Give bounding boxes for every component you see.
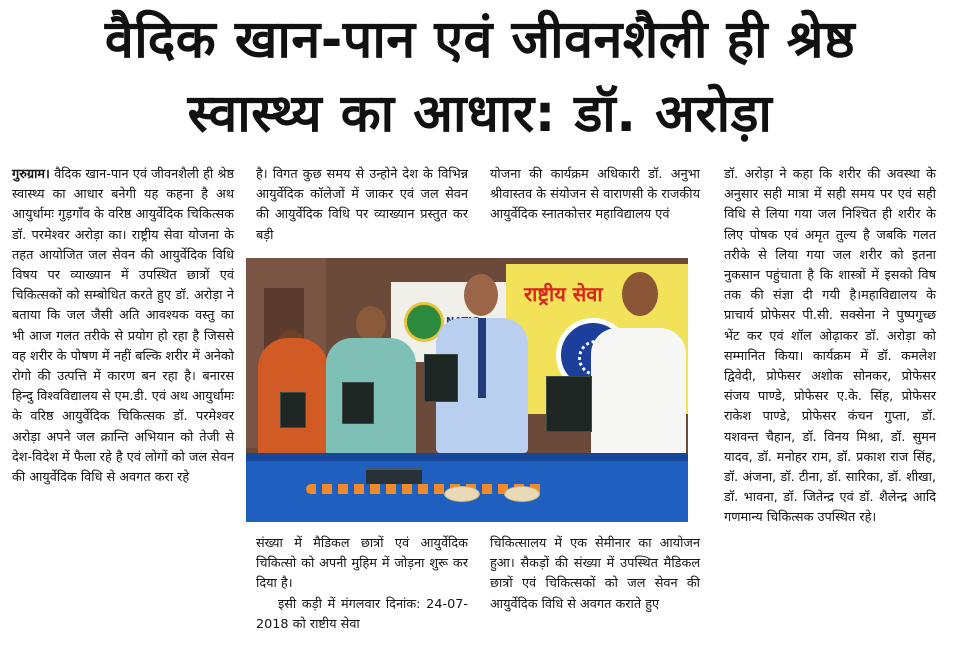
person-3-head — [464, 274, 498, 316]
person-4 — [591, 328, 686, 468]
article-column-2-bottom — [256, 534, 468, 635]
column-4-text: डॉ. अरोड़ा ने कहा कि शरीर की अवस्था के अनुसार सही मात्रा में सही समय पर एवं सही विधि से लिया गया जल निश्चित ही शरीर के लिए पोषक एवं अमृत तुल्य है जबकि गलत तरीके से लिया गया जल शरीर को इतना नुकसान पहुंचाता है कि शास्त्रों में इसको विष तक की संज्ञा दी गयी है।महाविद्यालय के प्राचार्य प्रोफेसर पी.सी. सक्सेना ने पुष्पगुच्छ भेंट कर एवं शॉल ओढ़ाकर डॉ. अरोड़ा को सम्मानित किया। कार्यक्रम में डॉ. कमलेश द्विवेदी, प्रोफेसर अशोक सोनकर, प्रोफेसर संजय पाण्डे, प्रोफेसर ए.के. सिंह, प्रोफेसर राकेश पाण्डे, प्रोफेसर कंचन गुप्ता, डॉ. यशवन्त चैहान, डॉ. विनय मिश्रा, डॉ. सुमन यादव, डॉ. मनोहर राम, डॉ. प्रकाश राज सिंह, डॉ. अंजना, डॉ. टीना, डॉ. सारिका, डॉ. शीखा, डॉ. भावना, डॉ. जितेन्द्र एवं डॉ. शैलेन्द्र आदि गणमान्य चिकित्सक उपस्थित रहे। — [724, 167, 936, 526]
headline-line-1: वैदिक खान-पान एवं जीवनशैली ही श्रेष्ठ — [104, 10, 856, 70]
article-column-1 — [12, 165, 234, 488]
book-stack — [366, 468, 422, 484]
banner-title: राष्ट्रीय सेवा — [524, 282, 603, 306]
person-2-head — [356, 306, 386, 342]
article-column-4 — [724, 165, 936, 529]
column-2-bottom-text-2: इसी कड़ी में मंगलवार दिनांक: 24-07-2018 को राष्टीय सेवा — [256, 596, 468, 632]
sweets-plate-2 — [504, 486, 540, 502]
book-2 — [342, 382, 374, 424]
book-1 — [280, 392, 306, 428]
stage-table-edge — [246, 453, 688, 461]
article-column-3-top — [490, 165, 700, 226]
event-photo — [246, 258, 688, 522]
column-2-top-text: है। विगत कुछ समय से उन्होने देश के विभिन्न आयुर्वेदिक कॉलेजों में जाकर एवं जल सेवन की आयुर्वेदिक विधि पर व्याख्यान प्रस्तुत कर बड़ी — [256, 167, 468, 243]
column-2-bottom-text: संख्या में मैडिकल छात्रों एवं आयुर्वेदिक चिकित्सो को अपनी मुहिम में जोड़ना शुरू कर दिया है। — [256, 536, 468, 592]
person-3-tie — [478, 318, 486, 398]
dateline: गुरुग्राम। — [12, 167, 50, 182]
book-4 — [546, 376, 592, 432]
article-column-2-top — [256, 165, 468, 246]
sweets-plate-1 — [444, 486, 480, 502]
column-3-top-text: योजना की कार्यक्रम अधिकारी डॉ. अनुभा श्रीवास्तव के संयोजन से वाराणसी के राजकीय आयुर्वेदिक स्नातकोत्तर महाविद्यालय एवं — [490, 167, 700, 223]
column-3-bottom-text: चिकित्सालय में एक सेमीनार का आयोजन हुआ। सैकड़ों की संख्या में उपस्थित मैडिकल छात्रों एवं चिकित्सकों को जल सेवन की आयुर्वेदिक विधि से अवगत कराते हुए — [490, 536, 700, 612]
column-1-text: वैदिक खान-पान एवं जीवनशैली ही श्रेष्ठ स्वास्थ्य का आधार बनेगी यह कहना है अथ आयुर्धामः गुड़गाँव के वरिष्ठ आयुर्वेदिक चिकित्सक डॉ. परमेश्वर अरोड़ा का। राष्ट्रीय सेवा योजना के तहत आयोजित जल सेवन की आयुर्वेदिक विधि विषय पर व्याख्यान में उपस्थित छात्रों एवं चिकित्सकों को सम्बोधित करते हुए डॉ. अरोड़ा ने बताया कि जल जैसी अति आवश्यक वस्तु का भी आज गलत तरीके से प्रयोग हो रहा है जिससे वह शरीर के पोषण में नहीं बल्कि शरीर में अनेको रोगो की उत्पत्ति में कारण बन रहा है। बनारस हिन्दु विश्वविद्यालय से एम.डी. एवं अथ आयुर्धामः के वरिष्ठ आयुर्वेदिक चिकित्सक डॉ. परमेश्वर अरोड़ा अपने जल क्रान्ति अभियान को तेजी से देश-विदेश में फैला रहे है एवं लोगों को जल सेवन की आयुर्वेदिक विधि से अवगत करा रहे — [12, 167, 234, 486]
book-3 — [424, 354, 458, 402]
headline-line-2: स्वास्थ्य का आधार: डॉ. अरोड़ा — [187, 84, 773, 144]
article-column-3-bottom — [490, 534, 700, 615]
person-4-head — [622, 272, 658, 316]
